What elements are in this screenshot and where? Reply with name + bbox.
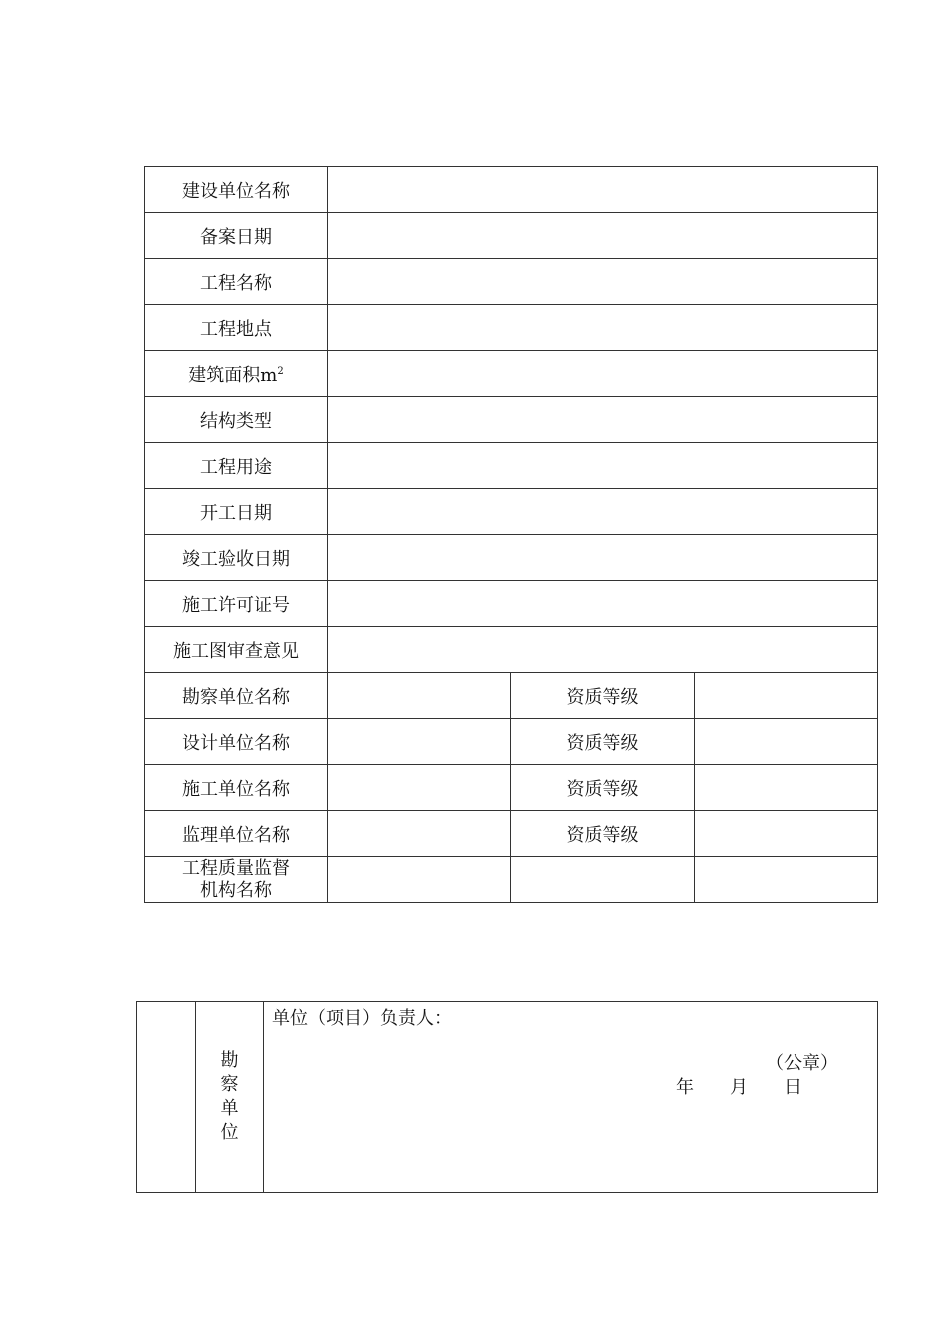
quality-agency-label-line1: 工程质量监督	[182, 857, 290, 879]
table-row	[145, 443, 878, 489]
filing-date-value[interactable]	[328, 213, 878, 259]
table-row	[145, 397, 878, 443]
quality-agency-value[interactable]	[328, 857, 511, 903]
building-unit-label: 建设单位名称	[145, 167, 328, 213]
quality-agency-label-line2: 机构名称	[200, 879, 272, 901]
project-location-label: 工程地点	[145, 305, 328, 351]
signature-table	[136, 1001, 878, 1193]
structure-type-label: 结构类型	[145, 397, 328, 443]
table-row	[145, 765, 878, 811]
project-use-label: 工程用途	[145, 443, 328, 489]
signature-content-cell[interactable]	[264, 1002, 878, 1193]
table-row	[137, 1002, 878, 1193]
design-unit-value[interactable]	[328, 719, 511, 765]
table-row	[145, 673, 878, 719]
construction-unit-label: 施工单位名称	[145, 765, 328, 811]
table-row	[145, 167, 878, 213]
supervision-unit-label: 监理单位名称	[145, 811, 328, 857]
survey-unit-value[interactable]	[328, 673, 511, 719]
project-location-value[interactable]	[328, 305, 878, 351]
floor-area-label-text: 建筑面积m	[188, 364, 278, 386]
survey-unit-vertical-label	[196, 1002, 264, 1193]
table-row	[145, 627, 878, 673]
survey-unit-vertical-text: 勘察单位	[220, 1050, 239, 1143]
table-row	[145, 581, 878, 627]
project-info-table	[144, 166, 878, 903]
table-row	[145, 213, 878, 259]
supervision-qualification-value[interactable]	[694, 811, 877, 857]
qualification-label: 资质等级	[511, 765, 694, 811]
design-qualification-value[interactable]	[694, 719, 877, 765]
completion-date-label: 竣工验收日期	[145, 535, 328, 581]
table-row	[145, 305, 878, 351]
signature-blank-cell	[137, 1002, 196, 1193]
table-row	[145, 719, 878, 765]
table-row	[145, 351, 878, 397]
table-row	[145, 811, 878, 857]
filing-date-label: 备案日期	[145, 213, 328, 259]
survey-qualification-value[interactable]	[694, 673, 877, 719]
table-row	[145, 259, 878, 305]
survey-unit-label: 勘察单位名称	[145, 673, 328, 719]
quality-agency-label	[145, 857, 328, 903]
table-row	[145, 489, 878, 535]
permit-no-value[interactable]	[328, 581, 878, 627]
floor-area-label	[145, 351, 328, 397]
project-name-value[interactable]	[328, 259, 878, 305]
drawing-review-value[interactable]	[328, 627, 878, 673]
building-unit-value[interactable]	[328, 167, 878, 213]
construction-unit-value[interactable]	[328, 765, 511, 811]
floor-area-unit-superscript: 2	[277, 365, 284, 377]
floor-area-value[interactable]	[328, 351, 878, 397]
responsible-person-label: 单位（项目）负责人：	[272, 1008, 452, 1029]
table-row	[145, 535, 878, 581]
quality-agency-extra-cell[interactable]	[511, 857, 694, 903]
permit-no-label: 施工许可证号	[145, 581, 328, 627]
completion-date-value[interactable]	[328, 535, 878, 581]
project-name-label: 工程名称	[145, 259, 328, 305]
qualification-label: 资质等级	[511, 811, 694, 857]
qualification-label: 资质等级	[511, 673, 694, 719]
start-date-label: 开工日期	[145, 489, 328, 535]
design-unit-label: 设计单位名称	[145, 719, 328, 765]
structure-type-value[interactable]	[328, 397, 878, 443]
quality-agency-extra-value[interactable]	[694, 857, 877, 903]
construction-qualification-value[interactable]	[694, 765, 877, 811]
signature-date-label: 年 月 日	[676, 1077, 802, 1098]
official-seal-label: （公章）	[766, 1053, 838, 1074]
table-row	[145, 857, 878, 903]
drawing-review-label: 施工图审查意见	[145, 627, 328, 673]
supervision-unit-value[interactable]	[328, 811, 511, 857]
qualification-label: 资质等级	[511, 719, 694, 765]
project-use-value[interactable]	[328, 443, 878, 489]
start-date-value[interactable]	[328, 489, 878, 535]
